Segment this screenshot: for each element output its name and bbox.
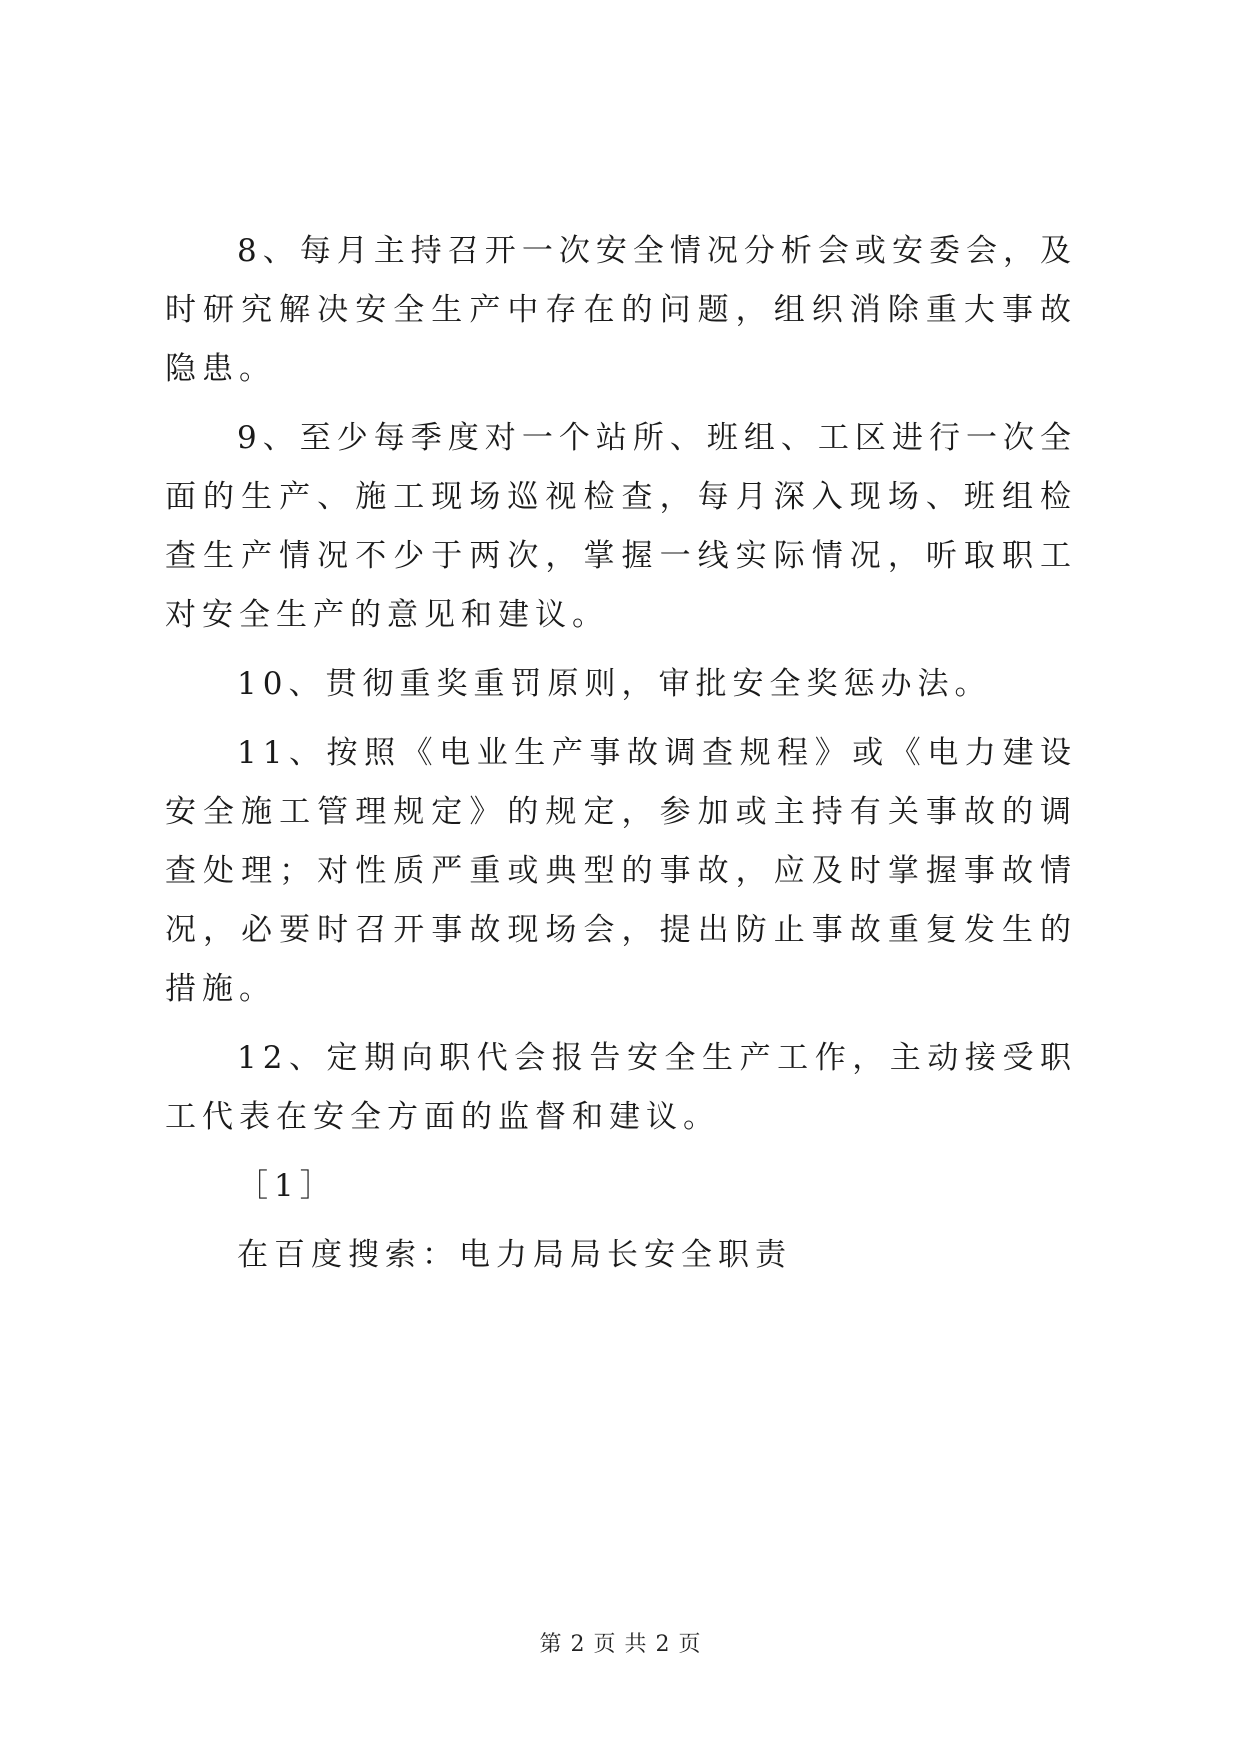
document-body: [165, 222, 1077, 1285]
paragraph-item-11: 11、按照《电业生产事故调查规程》或《电力建设安全施工管理规定》的规定，参加或主持有关事故的调查处理；对性质严重或典型的事故，应及时掌握事故情况，必要时召开事故现场会，提出防止事故重复发生的措施。: [165, 735, 1077, 1007]
page-number-footer: 第 2 页 共 2 页: [539, 1632, 702, 1657]
reference-marker: ［1］: [237, 1168, 337, 1204]
paragraph-item-9: 9、至少每季度对一个站所、班组、工区进行一次全面的生产、施工现场巡视检查，每月深入现场、班组检查生产情况不少于两次，掌握一线实际情况，听取职工对安全生产的意见和建议。: [165, 420, 1077, 633]
paragraph-item-12: 12、定期向职代会报告安全生产工作，主动接受职工代表在安全方面的监督和建议。: [165, 1040, 1077, 1135]
paragraph-item-8: 8、每月主持召开一次安全情况分析会或安委会，及时研究解决安全生产中存在的问题，组织消除重大事故隐患。: [165, 233, 1077, 387]
paragraph-item-10: 10、贯彻重奖重罚原则，审批安全奖惩办法。: [237, 666, 992, 702]
search-suggestion: 在百度搜索：电力局局长安全职责: [237, 1237, 792, 1273]
